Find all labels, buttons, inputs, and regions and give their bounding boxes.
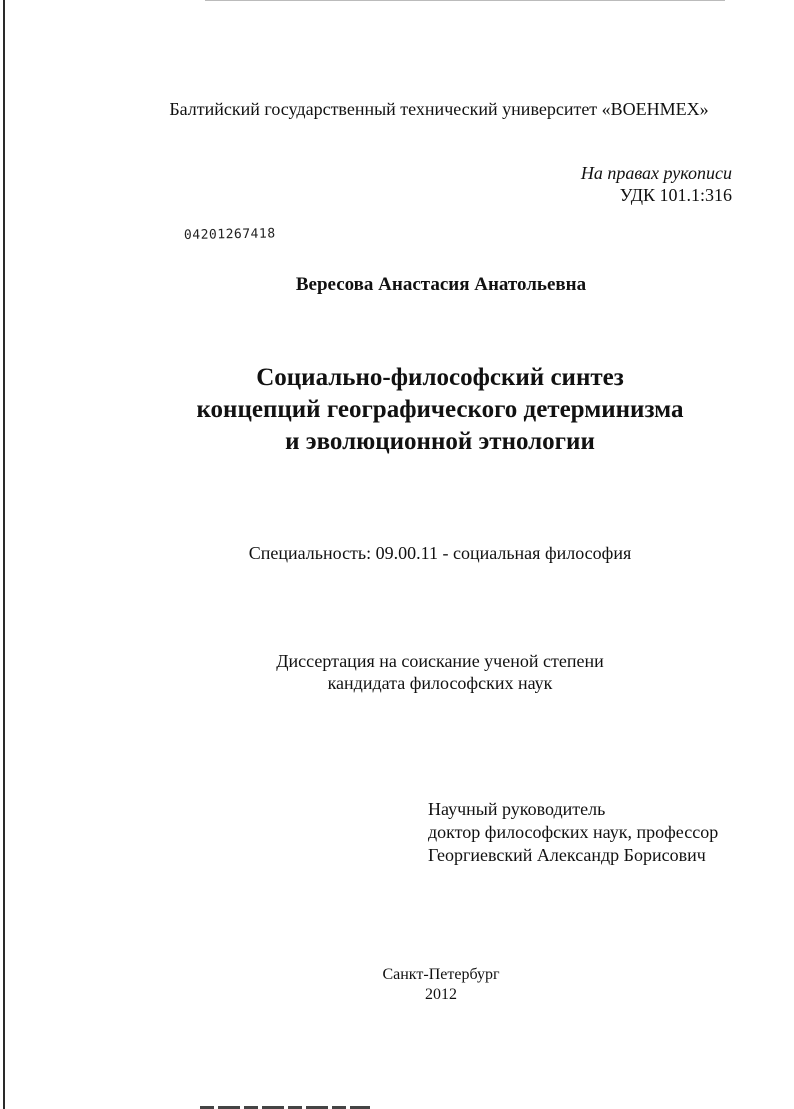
supervisor-name: Георгиевский Александр Борисович <box>428 845 706 865</box>
city: Санкт-Петербург <box>382 966 500 983</box>
manuscript-note: На правах рукописи <box>580 163 732 183</box>
supervisor-block <box>428 798 718 867</box>
inventory-number: 04201267418 <box>183 226 276 243</box>
udk-code: УДК 101.1:316 <box>619 185 732 205</box>
scan-edge-top <box>205 0 725 1</box>
degree-line-1: Диссертация на соискание ученой степени <box>276 651 604 671</box>
title-line-1: Социально-философский синтез <box>256 364 624 391</box>
title-line-3: и эволюционной этнологии <box>285 428 595 455</box>
year: 2012 <box>425 986 457 1003</box>
title-line-2: концепций географического детерминизма <box>196 396 684 423</box>
specialty: Специальность: 09.00.11 - социальная философия <box>248 543 632 563</box>
university-name: Балтийский государственный технический университет «ВОЕНМЕХ» <box>169 99 709 119</box>
degree-statement <box>0 650 794 694</box>
dissertation-title <box>0 362 794 458</box>
supervisor-role: Научный руководитель <box>428 799 606 819</box>
supervisor-credentials: доктор философских наук, профессор <box>428 822 719 842</box>
author-name: Вересова Анастасия Анатольевна <box>295 274 587 295</box>
degree-line-2: кандидата философских наук <box>327 673 553 693</box>
